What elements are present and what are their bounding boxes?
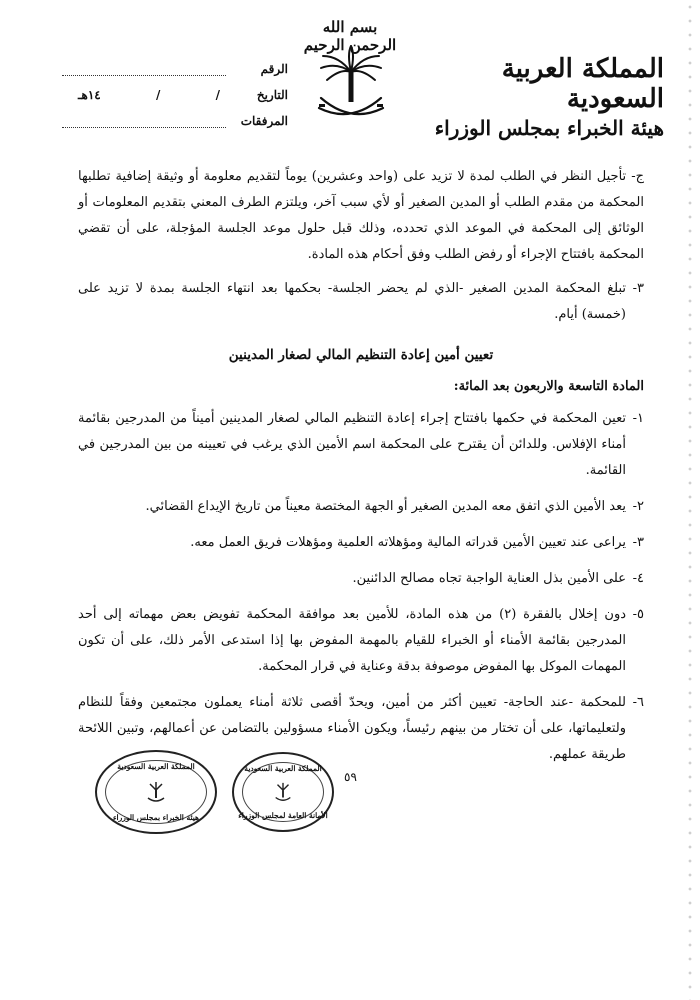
article-title: المادة التاسعة والاربعون بعد المائة:: [453, 379, 644, 394]
paragraph-3-number: ٣-: [632, 281, 644, 296]
reference-field: [62, 63, 226, 76]
item-text: على الأمين بذل العناية الواجبة تجاه مصالح الدائنين.: [352, 571, 626, 586]
item-text: دون إخلال بالفقرة (٢) من هذه المادة، للأمين بعد موافقة المحكمة تفويض بعض مهماته إلى أحد المدرجين بقائمة الأمناء أو الخبراء للقيام بالمهمة المفوض بها إذا استدعى الأمر ذلك، على أن تكون المهمات الموكل بها المفوض موصوفة بدقة وعناية في قرار المحكمة.: [78, 607, 627, 674]
list-item: [78, 602, 644, 680]
org-name-line2: هيئة الخبراء بمجلس الوزراء: [434, 116, 664, 140]
attachments-row: [58, 108, 288, 134]
basmala-text: بسم الله الرحمن الرحيم: [303, 18, 397, 54]
date-row: [58, 82, 288, 108]
item-text: للمحكمة -عند الحاجة- تعيين أكثر من أمين، ويحدّ أقصى ثلاثة أمناء يعملون مجتمعين وفقاً للنظام ولتعليماتها، على أن تختار من بينهم رئيساً، ويكون الأمناء مسؤولين بالتضامن عن أعمالهم، وتبين اللائحة طريقة عملهم.: [78, 695, 626, 762]
official-stamp: [95, 750, 217, 834]
item-number: ٦-: [632, 695, 644, 710]
stamp-bottom-text: الأمانة العامة لمجلس الوزراء: [238, 811, 328, 820]
stamp-emblem-icon: [144, 780, 168, 804]
document-meta: [58, 56, 288, 134]
official-stamp: [232, 752, 334, 832]
item-text: يراعى عند تعيين الأمين قدراته المالية ومؤهلاته العلمية ومؤهلات فريق العمل معه.: [190, 535, 626, 550]
palm-swords-emblem-icon: [313, 42, 389, 124]
attachments-field: [62, 115, 226, 128]
stamp-bottom-text: هيئة الخبراء بمجلس الوزراء: [113, 813, 199, 822]
date-suffix: ١٤هـ: [78, 88, 101, 102]
item-number: ٣-: [632, 535, 644, 550]
organization-header: [414, 54, 664, 142]
item-number: ١-: [632, 411, 644, 426]
page-number: ٥٩: [344, 770, 357, 784]
item-text: يعد الأمين الذي اتفق معه المدين الصغير أو الجهة المختصة معيناً من تاريخ الإيداع القضائي.: [145, 499, 626, 514]
document-body: [78, 164, 644, 778]
list-item: [78, 494, 644, 520]
stamp-top-text: المملكة العربية السعودية: [244, 764, 322, 773]
stamp-emblem-icon: [272, 781, 294, 803]
reference-row: [58, 56, 288, 82]
attachments-label: المرفقات: [240, 114, 288, 128]
list-item: [78, 406, 644, 484]
item-number: ٤-: [632, 571, 644, 586]
reference-label: الرقم: [260, 62, 288, 76]
org-name-line1: المملكة العربية السعودية: [501, 54, 664, 114]
section-heading: تعيين أمين إعادة التنظيم المالي لصغار المدينين: [228, 347, 494, 363]
binding-holes: [686, 0, 694, 1000]
list-item: [78, 530, 644, 556]
stamp-top-text: المملكة العربية السعودية: [117, 762, 195, 771]
paragraph-c: ج- تأجيل النظر في الطلب لمدة لا تزيد على (واحد وعشرين) يوماً لتقديم معلومة أو وثيقة إضافية تطلبها المحكمة من مقدم الطلب أو المدين الصغير أو لأي سبب آخر، ويلتزم الطرف المعني بتقديم المعلومات أو الوثائق إلى المحكمة في الموعد الذي تحدده، وذلك قبل حلول موعد الجلسة المؤجلة، على أن تقضي المحكمة بافتتاح الإجراء أو رفض الطلب وفق أحكام هذه المادة.: [78, 169, 644, 262]
item-number: ٢-: [632, 499, 644, 514]
date-field: / / ١٤هـ: [78, 88, 220, 102]
date-label: التاريخ: [256, 88, 288, 102]
item-text: تعين المحكمة في حكمها بافتتاح إجراء إعادة التنظيم المالي لصغار المدينين أميناً من المدرجين بقائمة أمناء الإفلاس. وللدائن أن يقترح على المحكمة اسم الأمين الذي يرغب في تعيينه من بين المدرجين في القائمة.: [78, 411, 626, 478]
paragraph-3-text: تبلغ المحكمة المدين الصغير -الذي لم يحضر الجلسة- بحكمها بعد انتهاء الجلسة بمدة لا تزيد على (خمسة) أيام.: [78, 281, 626, 322]
item-number: ٥-: [632, 607, 644, 622]
list-item: [78, 566, 644, 592]
paragraph-3: [78, 276, 644, 328]
